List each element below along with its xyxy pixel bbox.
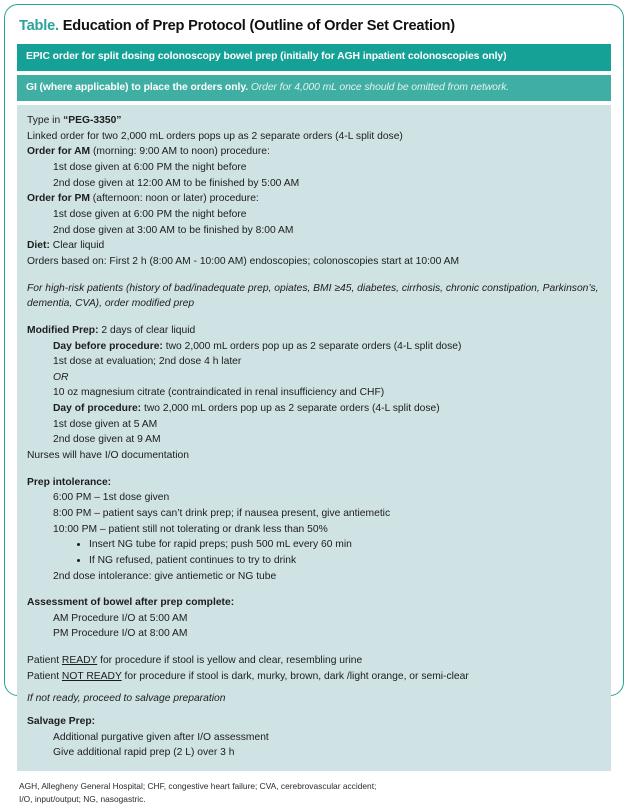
line-patient-ready <box>27 653 601 669</box>
spacer <box>27 584 601 595</box>
line-magnesium-citrate: 10 oz magnesium citrate (contraindicated in renal insufficiency and CHF) <box>53 387 385 399</box>
diet-value: Clear liquid <box>49 240 105 252</box>
ready-prefix: Patient <box>27 655 62 667</box>
diet-label: Diet: <box>27 240 50 252</box>
line-patient-not-ready <box>27 669 601 685</box>
day-of-label: Day of procedure: <box>53 403 142 415</box>
line-day-of-dose-2: 2nd dose given at 9 AM <box>53 434 161 446</box>
spacer <box>27 642 601 653</box>
line-pi-1000pm: 10:00 PM – patient still not tolerating or drank less than 50% <box>53 523 328 535</box>
header-bar-epic-label: EPIC order for split dosing colonoscopy bowel prep (initially for AGH inpatient colonoscopies only) <box>26 51 507 63</box>
line-pm-dose-1: 1st dose given at 6:00 PM the night before <box>53 209 247 221</box>
header-bar-gi-label: GI (where applicable) to place the orders only. <box>26 81 249 93</box>
line-if-not-ready <box>27 691 601 707</box>
spacer <box>27 684 601 691</box>
order-am-label: Order for AM <box>27 146 91 158</box>
line-salvage-1: Additional purgative given after I/O assessment <box>53 731 269 743</box>
header-bar-epic <box>17 44 611 70</box>
line-am-dose-1: 1st dose given at 6:00 PM the night before <box>53 162 247 174</box>
line-diet <box>27 238 601 254</box>
footnote <box>17 771 611 805</box>
line-high-risk <box>27 281 601 312</box>
line-day-of-dose-1: 1st dose given at 5 AM <box>53 418 158 430</box>
line-pi-600pm: 6:00 PM – 1st dose given <box>53 492 170 504</box>
heading-assessment <box>27 595 601 611</box>
order-pm-detail: (afternoon: noon or later) procedure: <box>89 193 259 205</box>
spacer <box>27 707 601 714</box>
ng-tube-bullet-list <box>27 537 601 568</box>
ready-keyword: READY <box>61 655 98 667</box>
line-type-in <box>27 113 601 129</box>
line-second-dose-intolerance: 2nd dose intolerance: give antiemetic or NG tube <box>53 570 277 582</box>
salvage-prep-label: Salvage Prep: <box>27 715 96 727</box>
prep-intolerance-label: Prep intolerance: <box>27 476 112 488</box>
header-bar-gi <box>17 75 611 101</box>
spacer <box>27 312 601 323</box>
line-linked-order: Linked order for two 2,000 mL orders pops up as 2 separate orders (4-L split dose) <box>27 130 403 142</box>
not-ready-suffix: for procedure if stool is dark, murky, brown, dark /light orange, or semi-clear <box>121 670 469 682</box>
line-am-dose-2: 2nd dose given at 12:00 AM to be finished by 5:00 AM <box>53 177 300 189</box>
line-order-am <box>27 144 601 160</box>
or-text: OR <box>53 371 69 383</box>
footnote-line-1: AGH, Allegheny General Hospital; CHF, congestive heart failure; CVA, cerebrovascular accident; <box>19 780 377 791</box>
type-in-value: “PEG-3350” <box>63 115 122 127</box>
day-before-label: Day before procedure: <box>53 340 163 352</box>
high-risk-text: For high-risk patients (history of bad/inadequate prep, opiates, BMI ≥45, diabetes, cirrhosis, chronic constipation, Parkinson’s, dementia, CVA), order modified prep <box>27 282 599 310</box>
line-nurses-io: Nurses will have I/O documentation <box>27 450 189 462</box>
modified-prep-value: 2 days of clear liquid <box>98 324 196 336</box>
line-pm-dose-2: 2nd dose given at 3:00 AM to be finished by 8:00 AM <box>53 224 294 236</box>
heading-salvage-prep <box>27 714 601 730</box>
day-before-detail: two 2,000 mL orders pop up as 2 separate orders (4-L split dose) <box>162 340 462 352</box>
header-bar-gi-note: Order for 4,000 mL once should be omitted from network. <box>250 81 510 93</box>
line-modified-prep <box>27 323 601 339</box>
title-text: Education of Prep Protocol (Outline of Order Set Creation) <box>62 18 455 34</box>
list-item: • If NG refused, patient continues to try to drink <box>89 553 601 569</box>
not-ready-prefix: Patient <box>27 670 62 682</box>
modified-prep-label: Modified Prep: <box>27 324 99 336</box>
table-card <box>4 4 624 804</box>
line-day-before <box>27 339 601 355</box>
heading-prep-intolerance <box>27 475 601 491</box>
if-not-ready-text: If not ready, proceed to salvage preparation <box>27 693 226 705</box>
day-of-detail: two 2,000 mL orders pop up as 2 separate orders (4-L split dose) <box>141 403 440 415</box>
line-or <box>27 370 601 386</box>
protocol-body <box>17 105 611 771</box>
line-day-before-dose: 1st dose at evaluation; 2nd dose 4 h later <box>53 356 242 368</box>
title-keyword: Table. <box>19 18 59 34</box>
order-am-detail: (morning: 9:00 AM to noon) procedure: <box>90 146 270 158</box>
line-day-of <box>27 401 601 417</box>
ready-suffix: for procedure if stool is yellow and clear, resembling urine <box>97 655 363 667</box>
assessment-label: Assessment of bowel after prep complete: <box>27 597 235 609</box>
line-orders-based-on: Orders based on: First 2 h (8:00 AM - 10:00 AM) endoscopies; colonoscopies start at 10:00 AM <box>27 255 460 267</box>
list-item: • Insert NG tube for rapid preps; push 500 mL every 60 min <box>89 537 601 553</box>
type-in-label: Type in <box>27 115 64 127</box>
page-title <box>19 17 611 35</box>
line-salvage-2: Give additional rapid prep (2 L) over 3 h <box>53 747 235 759</box>
order-pm-label: Order for PM <box>27 193 90 205</box>
spacer <box>27 464 601 475</box>
line-assessment-am: AM Procedure I/O at 5:00 AM <box>53 612 188 624</box>
not-ready-keyword: NOT READY <box>61 670 122 682</box>
footnote-line-2: I/O, input/output; NG, nasogastric. <box>19 793 146 804</box>
line-pi-800pm: 8:00 PM – patient says can’t drink prep; if nausea present, give antiemetic <box>53 507 391 519</box>
spacer <box>27 270 601 281</box>
line-order-pm <box>27 191 601 207</box>
line-assessment-pm: PM Procedure I/O at 8:00 AM <box>53 628 188 640</box>
